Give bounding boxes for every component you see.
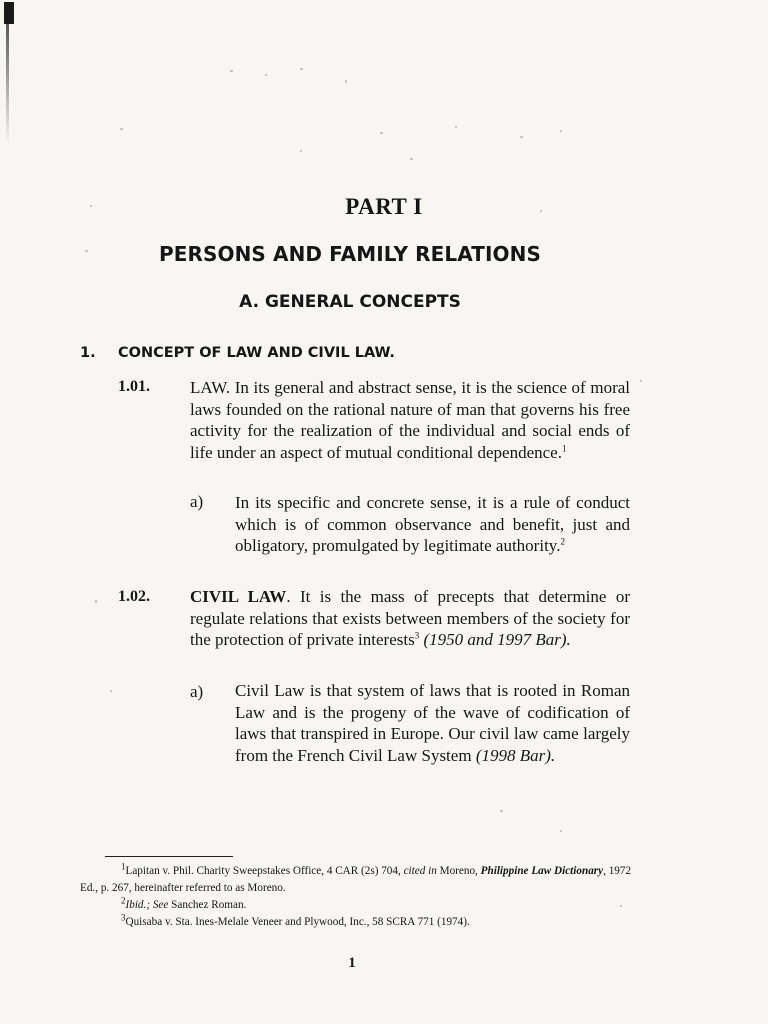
sub-item-text [235, 680, 630, 766]
sub-item-body: In its specific and concrete sense, it is a rule of conduct which is of common observance and benefit, just and obligatory, promulgated by legitimate authority. [235, 493, 630, 556]
footnote-rule [105, 856, 233, 857]
footnote-text: Lapitan v. Phil. Charity Sweepstakes Office, 4 CAR (2s) 704, [125, 865, 401, 877]
subsection-title: A. GENERAL CONCEPTS [239, 292, 461, 312]
sub-item-label: a) [190, 682, 204, 701]
paragraph-civil-law [190, 586, 630, 651]
footnote-2 [80, 897, 632, 914]
footnotes [80, 863, 632, 931]
bar-reference: (1998 Bar). [475, 745, 556, 765]
term-law: LAW [190, 378, 226, 397]
term-civil-law: CIVIL LAW [190, 587, 287, 606]
scan-artifact [4, 2, 14, 24]
paragraph-number: 1.01. [118, 378, 150, 395]
footnote-marker: 1 [121, 861, 126, 872]
footnote-text: Sanchez Roman. [171, 899, 247, 911]
footnote-3 [80, 914, 632, 931]
sub-item-label: a) [190, 492, 204, 511]
page-number: 1 [348, 955, 356, 971]
part-title: PART I [345, 194, 423, 219]
paragraph-body: . It is the mass of precepts that determine or regulate relations that exists between members of the society for the protection of private interests [190, 587, 630, 650]
bar-reference: (1950 and 1997 Bar). [423, 630, 571, 650]
footnote-ref: 2 [560, 536, 565, 547]
section-heading [80, 345, 395, 361]
footnote-book-title: Philippine Law Dictionary [480, 865, 604, 877]
footnote-marker: 2 [121, 895, 126, 906]
paragraph-law [190, 377, 630, 463]
main-title: PERSONS AND FAMILY RELATIONS [158, 242, 542, 266]
paragraph-body: . In its general and abstract sense, it is the science of moral laws founded on the rational nature of man that governs his free activity for the realization of the individual and social ends of life under an aspect of mutual conditional dependence. [190, 378, 630, 462]
footnote-ref: 3 [414, 630, 420, 641]
footnote-marker: 3 [121, 912, 126, 923]
footnote-text: Quisaba v. Sta. Ines-Melale Veneer and Plywood, Inc., 58 SCRA 771 (1974). [125, 916, 470, 928]
sub-item-body: Civil Law is that system of laws that is rooted in Roman Law and is the progeny of the wave of codification of laws that transpired in Europe. Our civil law came largely from the French Civil Law System [235, 681, 630, 765]
footnote-text: Moreno, [439, 865, 478, 877]
paragraph-number: 1.02. [118, 588, 150, 605]
section-title: CONCEPT OF LAW AND CIVIL LAW. [118, 345, 395, 361]
footnote-ref: 1 [561, 443, 567, 454]
section-number: 1. [80, 345, 96, 361]
footnote-text: , 1972 Ed., p. 267, hereinafter referred to as Moreno. [80, 865, 632, 894]
footnote-ibid: Ibid.; See [125, 899, 169, 911]
footnote-1 [80, 863, 632, 897]
footnote-cited: cited in [403, 865, 437, 877]
sub-item-text [235, 492, 630, 557]
